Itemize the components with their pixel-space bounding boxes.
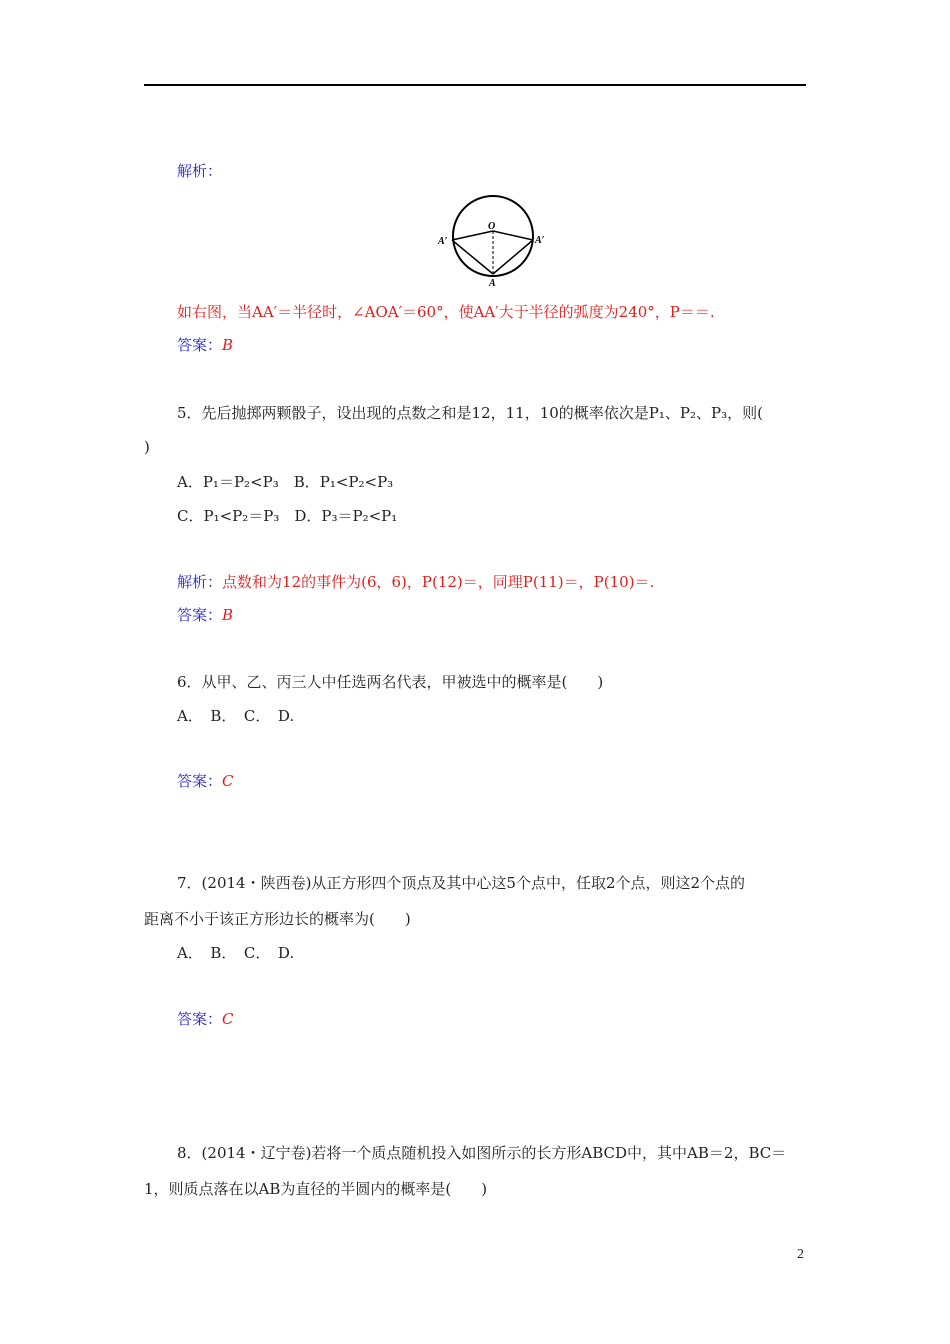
q6-stem: 6．从甲、乙、丙三人中任选两名代表，甲被选中的概率是( ) <box>177 673 604 691</box>
q7-stem-line2: 距离不小于该正方形边长的概率为( ) <box>144 910 411 928</box>
page-number: 2 <box>797 1247 804 1262</box>
segment-OA-left <box>452 231 493 240</box>
q5-stem-line2: ) <box>144 438 150 456</box>
q7-stem-line1: 7．(2014・陕西卷)从正方形四个顶点及其中心这5个点中，任取2个点，则这2个点的 <box>177 874 746 892</box>
circle-diagram <box>430 186 560 290</box>
answer-label: 答案： <box>177 772 223 790</box>
q5-stem-line1: 5．先后抛掷两颗骰子，设出现的点数之和是12，11，10的概率依次是P₁、P₂、P₃，则( <box>177 404 763 422</box>
q4-analysis-text: 如右图，当AA′＝半径时，∠AOA′＝60°，使AA′大于半径的弧度为240°，P＝＝. <box>177 303 715 321</box>
q4-analysis-label: 解析： <box>177 162 223 180</box>
q6-answer <box>177 771 234 791</box>
analysis-label: 解析： <box>177 573 223 591</box>
analysis-text: 点数和为12的事件为(6，6)，P(12)＝，同理P(11)＝，P(10)＝. <box>222 573 655 591</box>
answer-label: 答案： <box>177 1010 223 1028</box>
answer-value: B <box>222 606 234 624</box>
header-rule <box>144 84 806 86</box>
q7-answer <box>177 1009 234 1029</box>
q5-analysis <box>177 572 654 592</box>
label-A-prime-right: A′ <box>535 235 545 246</box>
label-O: O <box>488 221 496 232</box>
answer-value: C <box>222 1010 234 1028</box>
answer-value: C <box>222 772 234 790</box>
q8-stem-line1: 8．(2014・辽宁卷)若将一个质点随机投入如图所示的长方形ABCD中，其中AB＝2，BC＝ <box>177 1144 787 1162</box>
q5-answer <box>177 605 233 625</box>
label-A-prime-left: A′ <box>438 236 448 247</box>
q6-options: A． B． C． D. <box>177 707 295 725</box>
q4-answer <box>177 335 233 355</box>
answer-value: B <box>222 336 234 354</box>
answer-label: 答案： <box>177 336 223 354</box>
answer-label: 答案： <box>177 606 223 624</box>
q5-options-line2: C．P₁<P₂＝P₃ D．P₃＝P₂<P₁ <box>177 507 398 525</box>
q5-options-line1: A．P₁＝P₂<P₃ B．P₁<P₂<P₃ <box>177 473 394 491</box>
q7-options: A． B． C． D. <box>177 944 295 962</box>
label-A: A <box>489 278 496 289</box>
q8-stem-line2: 1，则质点落在以AB为直径的半圆内的概率是( ) <box>144 1180 488 1198</box>
segment-OA-right <box>493 231 533 240</box>
